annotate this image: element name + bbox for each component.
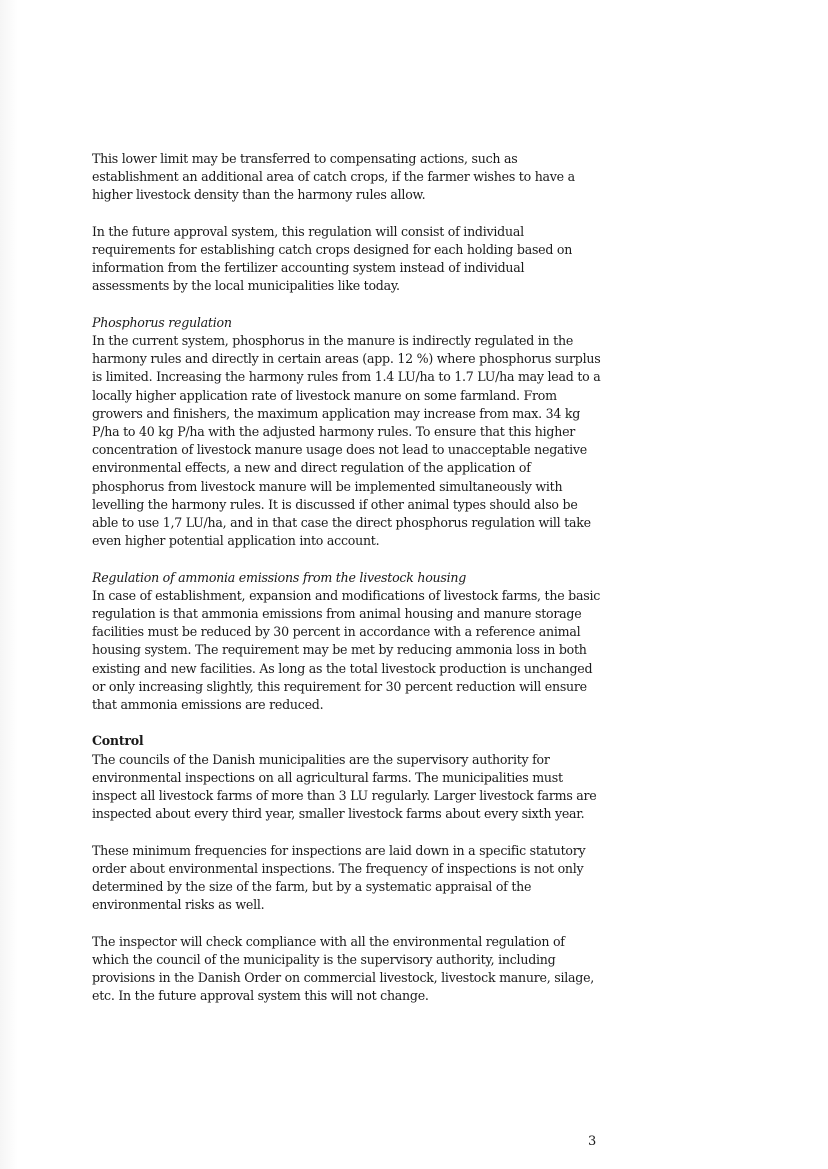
text-line: etc. In the future approval system this will not change.: [92, 988, 429, 1004]
text-line: that ammonia emissions are reduced.: [92, 697, 324, 713]
text-line: regulation is that ammonia emissions from animal housing and manure storage: [92, 606, 582, 622]
text-line: phosphorus from livestock manure will be implemented simultaneously with: [92, 478, 563, 494]
text-line: provisions in the Danish Order on commercial livestock, livestock manure, silage,: [92, 970, 595, 986]
text-line: environmental effects, a new and direct regulation of the application of: [92, 460, 531, 476]
text-line: growers and finishers, the maximum application may increase from max. 34 kg: [92, 405, 581, 421]
text-line: is limited. Increasing the harmony rules from 1.4 LU/ha to 1.7 LU/ha may lead to a: [92, 369, 601, 385]
text-line: or only increasing slightly, this requirement for 30 percent reduction will ensure: [92, 678, 587, 694]
text-line: harmony rules and directly in certain areas (app. 12 %) where phosphorus surplus: [92, 351, 601, 367]
text-line: concentration of livestock manure usage does not lead to unacceptable negative: [92, 442, 587, 458]
paragraph-future-approval-catch-crops: [92, 223, 612, 296]
text-line: even higher potential application into account.: [92, 533, 380, 549]
text-line: In case of establishment, expansion and modifications of livestock farms, the basic: [92, 587, 601, 603]
heading-phosphorus-regulation: Phosphorus regulation: [92, 314, 232, 330]
text-line: higher livestock density than the harmony rules allow.: [92, 187, 426, 203]
text-line: establishment an additional area of catch crops, if the farmer wishes to have a: [92, 169, 575, 185]
text-line: able to use 1,7 LU/ha, and in that case the direct phosphorus regulation will take: [92, 515, 591, 531]
text-line: inspected about every third year, smaller livestock farms about every sixth year.: [92, 806, 585, 822]
text-line: environmental inspections on all agricultural farms. The municipalities must: [92, 769, 563, 785]
paragraph-inspection-frequency: [92, 842, 612, 915]
text-line: inspect all livestock farms of more than 3 LU regularly. Larger livestock farms are: [92, 788, 597, 804]
text-line: facilities must be reduced by 30 percent in accordance with a reference animal: [92, 624, 581, 640]
text-line: determined by the size of the farm, but by a systematic appraisal of the: [92, 879, 532, 895]
paragraph-inspector-compliance: [92, 933, 612, 1006]
text-line: The councils of the Danish municipalities are the supervisory authority for: [92, 751, 550, 767]
heading-control: Control: [92, 733, 144, 749]
text-line: which the council of the municipality is the supervisory authority, including: [92, 951, 556, 967]
text-line: existing and new facilities. As long as the total livestock production is unchanged: [92, 660, 593, 676]
text-line: In the current system, phosphorus in the manure is indirectly regulated in the: [92, 333, 574, 348]
paragraph-ammonia-regulation: [92, 587, 612, 714]
text-line: levelling the harmony rules. It is discussed if other animal types should also be: [92, 496, 578, 512]
text-line: environmental risks as well.: [92, 897, 265, 913]
page-body: [92, 150, 612, 1005]
text-line: assessments by the local municipalities like today.: [92, 278, 400, 294]
text-line: The inspector will check compliance with all the environmental regulation of: [92, 933, 565, 949]
text-line: P/ha to 40 kg P/ha with the adjusted harmony rules. To ensure that this higher: [92, 424, 576, 440]
text-line: order about environmental inspections. The frequency of inspections is not only: [92, 860, 584, 876]
page-number: 3: [588, 1134, 597, 1149]
text-line: requirements for establishing catch crops designed for each holding based on: [92, 242, 573, 257]
text-line: In the future approval system, this regulation will consist of individual: [92, 223, 524, 239]
paragraph-phosphorus-regulation: [92, 332, 612, 550]
paragraph-control-authority: [92, 751, 612, 824]
text-line: These minimum frequencies for inspections are laid down in a specific statutory: [92, 842, 586, 858]
scan-edge-shadow: [0, 0, 18, 1169]
heading-ammonia-regulation: Regulation of ammonia emissions from the livestock housing: [92, 569, 467, 585]
text-line: housing system. The requirement may be met by reducing ammonia loss in both: [92, 642, 587, 658]
text-line: locally higher application rate of livestock manure on some farmland. From: [92, 387, 557, 403]
text-line: information from the fertilizer accounting system instead of individual: [92, 260, 525, 276]
paragraph-lower-limit: [92, 150, 612, 205]
text-line: This lower limit may be transferred to compensating actions, such as: [92, 151, 518, 166]
